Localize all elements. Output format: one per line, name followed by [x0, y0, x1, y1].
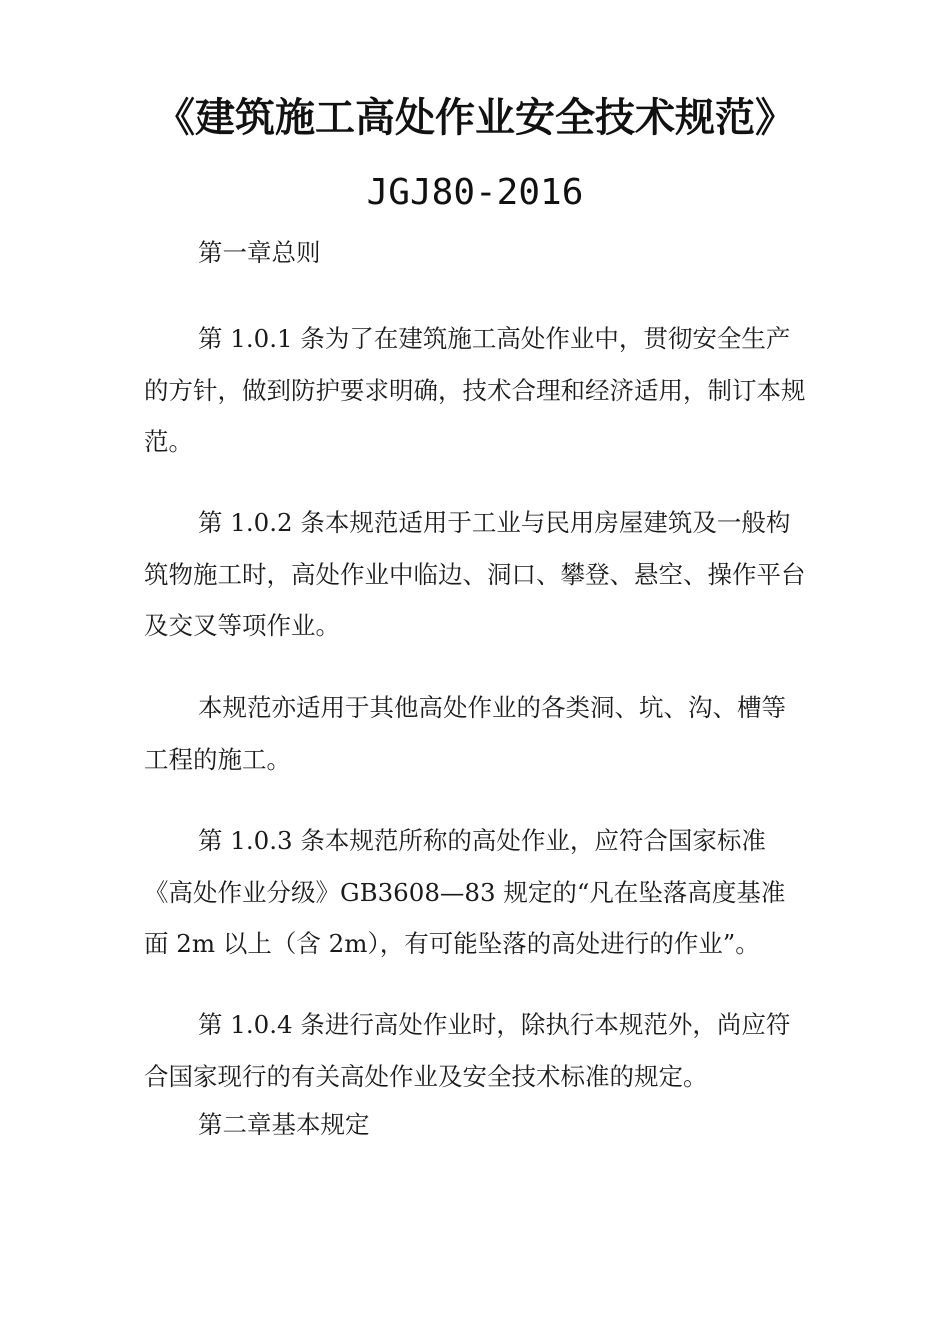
paragraph-1-0-4: 第 1.0.4 条进行高处作业时，除执行本规范外，尚应符合国家现行的有关高处作业及安全技术标准的规定。 [144, 1010, 791, 1091]
paragraph-1-0-3: 第 1.0.3 条本规范所称的高处作业，应符合国家标准《高处作业分级》GB3608—83 规定的“凡在坠落高度基准面 2m 以上（含 2m），有可能坠落的高处进行的作业”。 [144, 826, 786, 958]
chapter-heading-1: 第一章总则 [198, 238, 321, 267]
chapter-heading-2: 第二章基本规定 [198, 1110, 370, 1139]
document-title: 《建筑施工高处作业安全技术规范》 [155, 95, 795, 141]
paragraph-1-0-1: 第 1.0.1 条为了在建筑施工高处作业中，贯彻安全生产的方针，做到防护要求明确，技术合理和经济适用，制订本规范。 [144, 324, 806, 456]
standard-code: JGJ80-2016 [366, 172, 584, 213]
paragraph-1-0-2: 第 1.0.2 条本规范适用于工业与民用房屋建筑及一般构筑物施工时，高处作业中临边、洞口、攀登、悬空、操作平台及交叉等项作业。 [144, 508, 806, 640]
paragraph-scope-extension: 本规范亦适用于其他高处作业的各类洞、坑、沟、槽等工程的施工。 [144, 693, 786, 774]
